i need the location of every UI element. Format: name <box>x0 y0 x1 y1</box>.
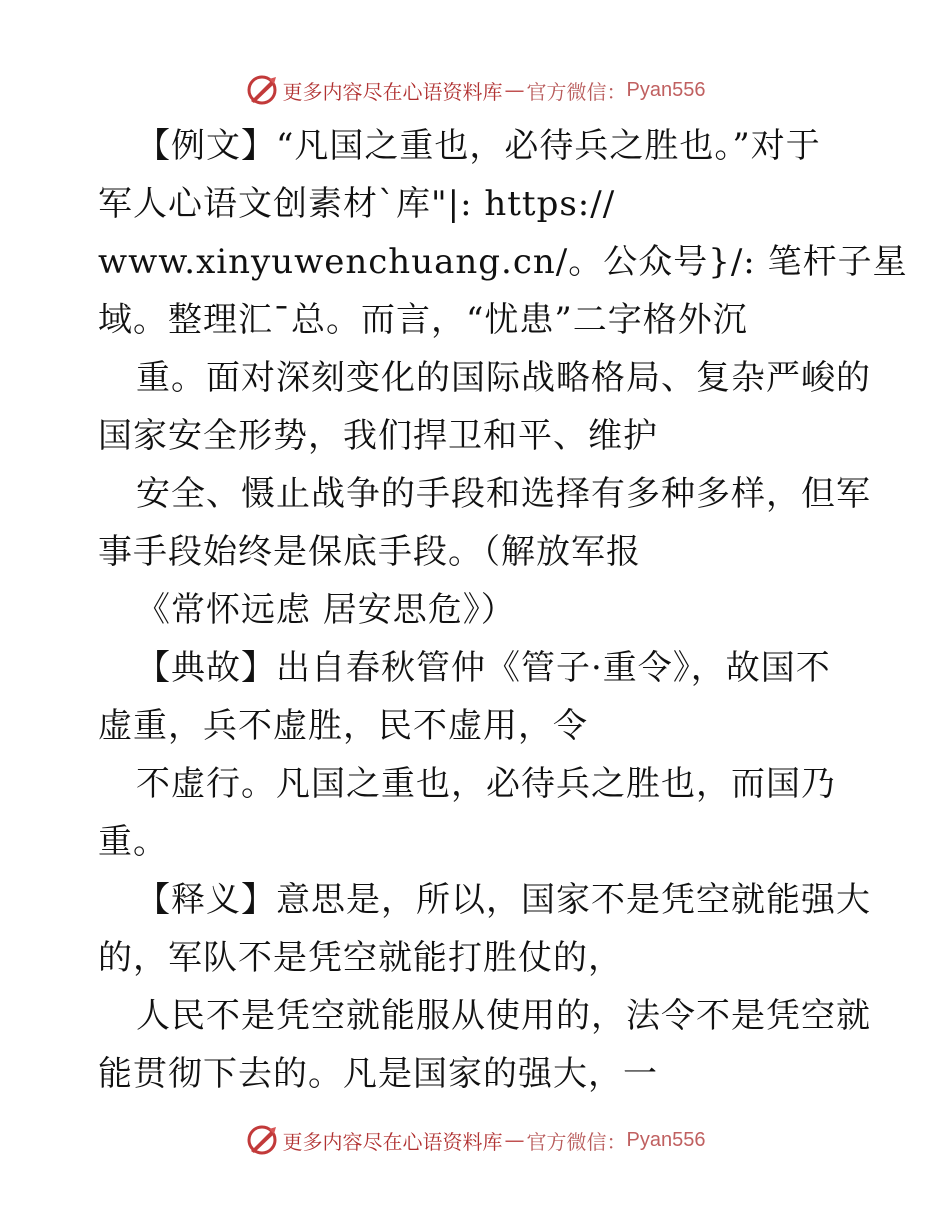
banner-separator: — <box>504 78 525 102</box>
text-line: 【释义】意思是，所以，国家不是凭空就能强大 <box>136 880 871 920</box>
text-line: 的，军队不是凭空就能打胜仗的， <box>98 938 623 978</box>
text-line: 重。 <box>98 822 168 862</box>
text-line: 不虚行。凡国之重也，必待兵之胜也，而国乃 <box>136 764 836 804</box>
banner-separator: — <box>504 1128 525 1152</box>
quill-logo-icon <box>245 73 279 107</box>
banner-wechat-label: 官方微信： <box>526 1129 627 1154</box>
text-line: 事手段始终是保底手段。（解放军报 <box>98 532 641 572</box>
text-line: www.xinyuwenchuang.cn/。公众号}/: 笔杆子星 <box>98 242 908 282</box>
text-line: 安全、慑止战争的手段和选择有多种多样，但军 <box>136 474 871 514</box>
text-line: 人民不是凭空就能服从使用的，法令不是凭空就 <box>136 996 871 1036</box>
banner-wechat-label: 官方微信： <box>526 79 627 104</box>
quill-logo-icon <box>245 1123 279 1157</box>
text-line: 【典故】出自春秋管仲《管子·重令》，故国不 <box>136 648 831 688</box>
text-line: 能贯彻下去的。凡是国家的强大，一 <box>98 1054 658 1094</box>
banner-promo-text: 更多内容尽在心语资料库 <box>282 1129 503 1154</box>
header-watermark-banner <box>0 70 950 110</box>
banner-wechat-account: Pyan556 <box>626 1128 706 1151</box>
text-line: 虚重，兵不虚胜，民不虚用，令 <box>98 706 588 746</box>
banner-wechat-account: Pyan556 <box>626 78 706 101</box>
text-line: 军人心语文创素材`库"|: https:// <box>98 184 616 224</box>
banner-promo-text: 更多内容尽在心语资料库 <box>282 79 503 104</box>
text-line: 国家安全形势，我们捍卫和平、维护 <box>98 416 658 456</box>
text-line: 重。面对深刻变化的国际战略格局、复杂严峻的 <box>136 358 871 398</box>
text-line: 【例文】“凡国之重也，必待兵之胜也。”对于 <box>136 126 821 166</box>
footer-watermark-banner <box>0 1120 950 1160</box>
text-line: 域。整理汇¯总。而言，“忧患”二字格外沉 <box>98 300 748 340</box>
text-line: 《常怀远虑 居安思危》） <box>136 590 516 630</box>
